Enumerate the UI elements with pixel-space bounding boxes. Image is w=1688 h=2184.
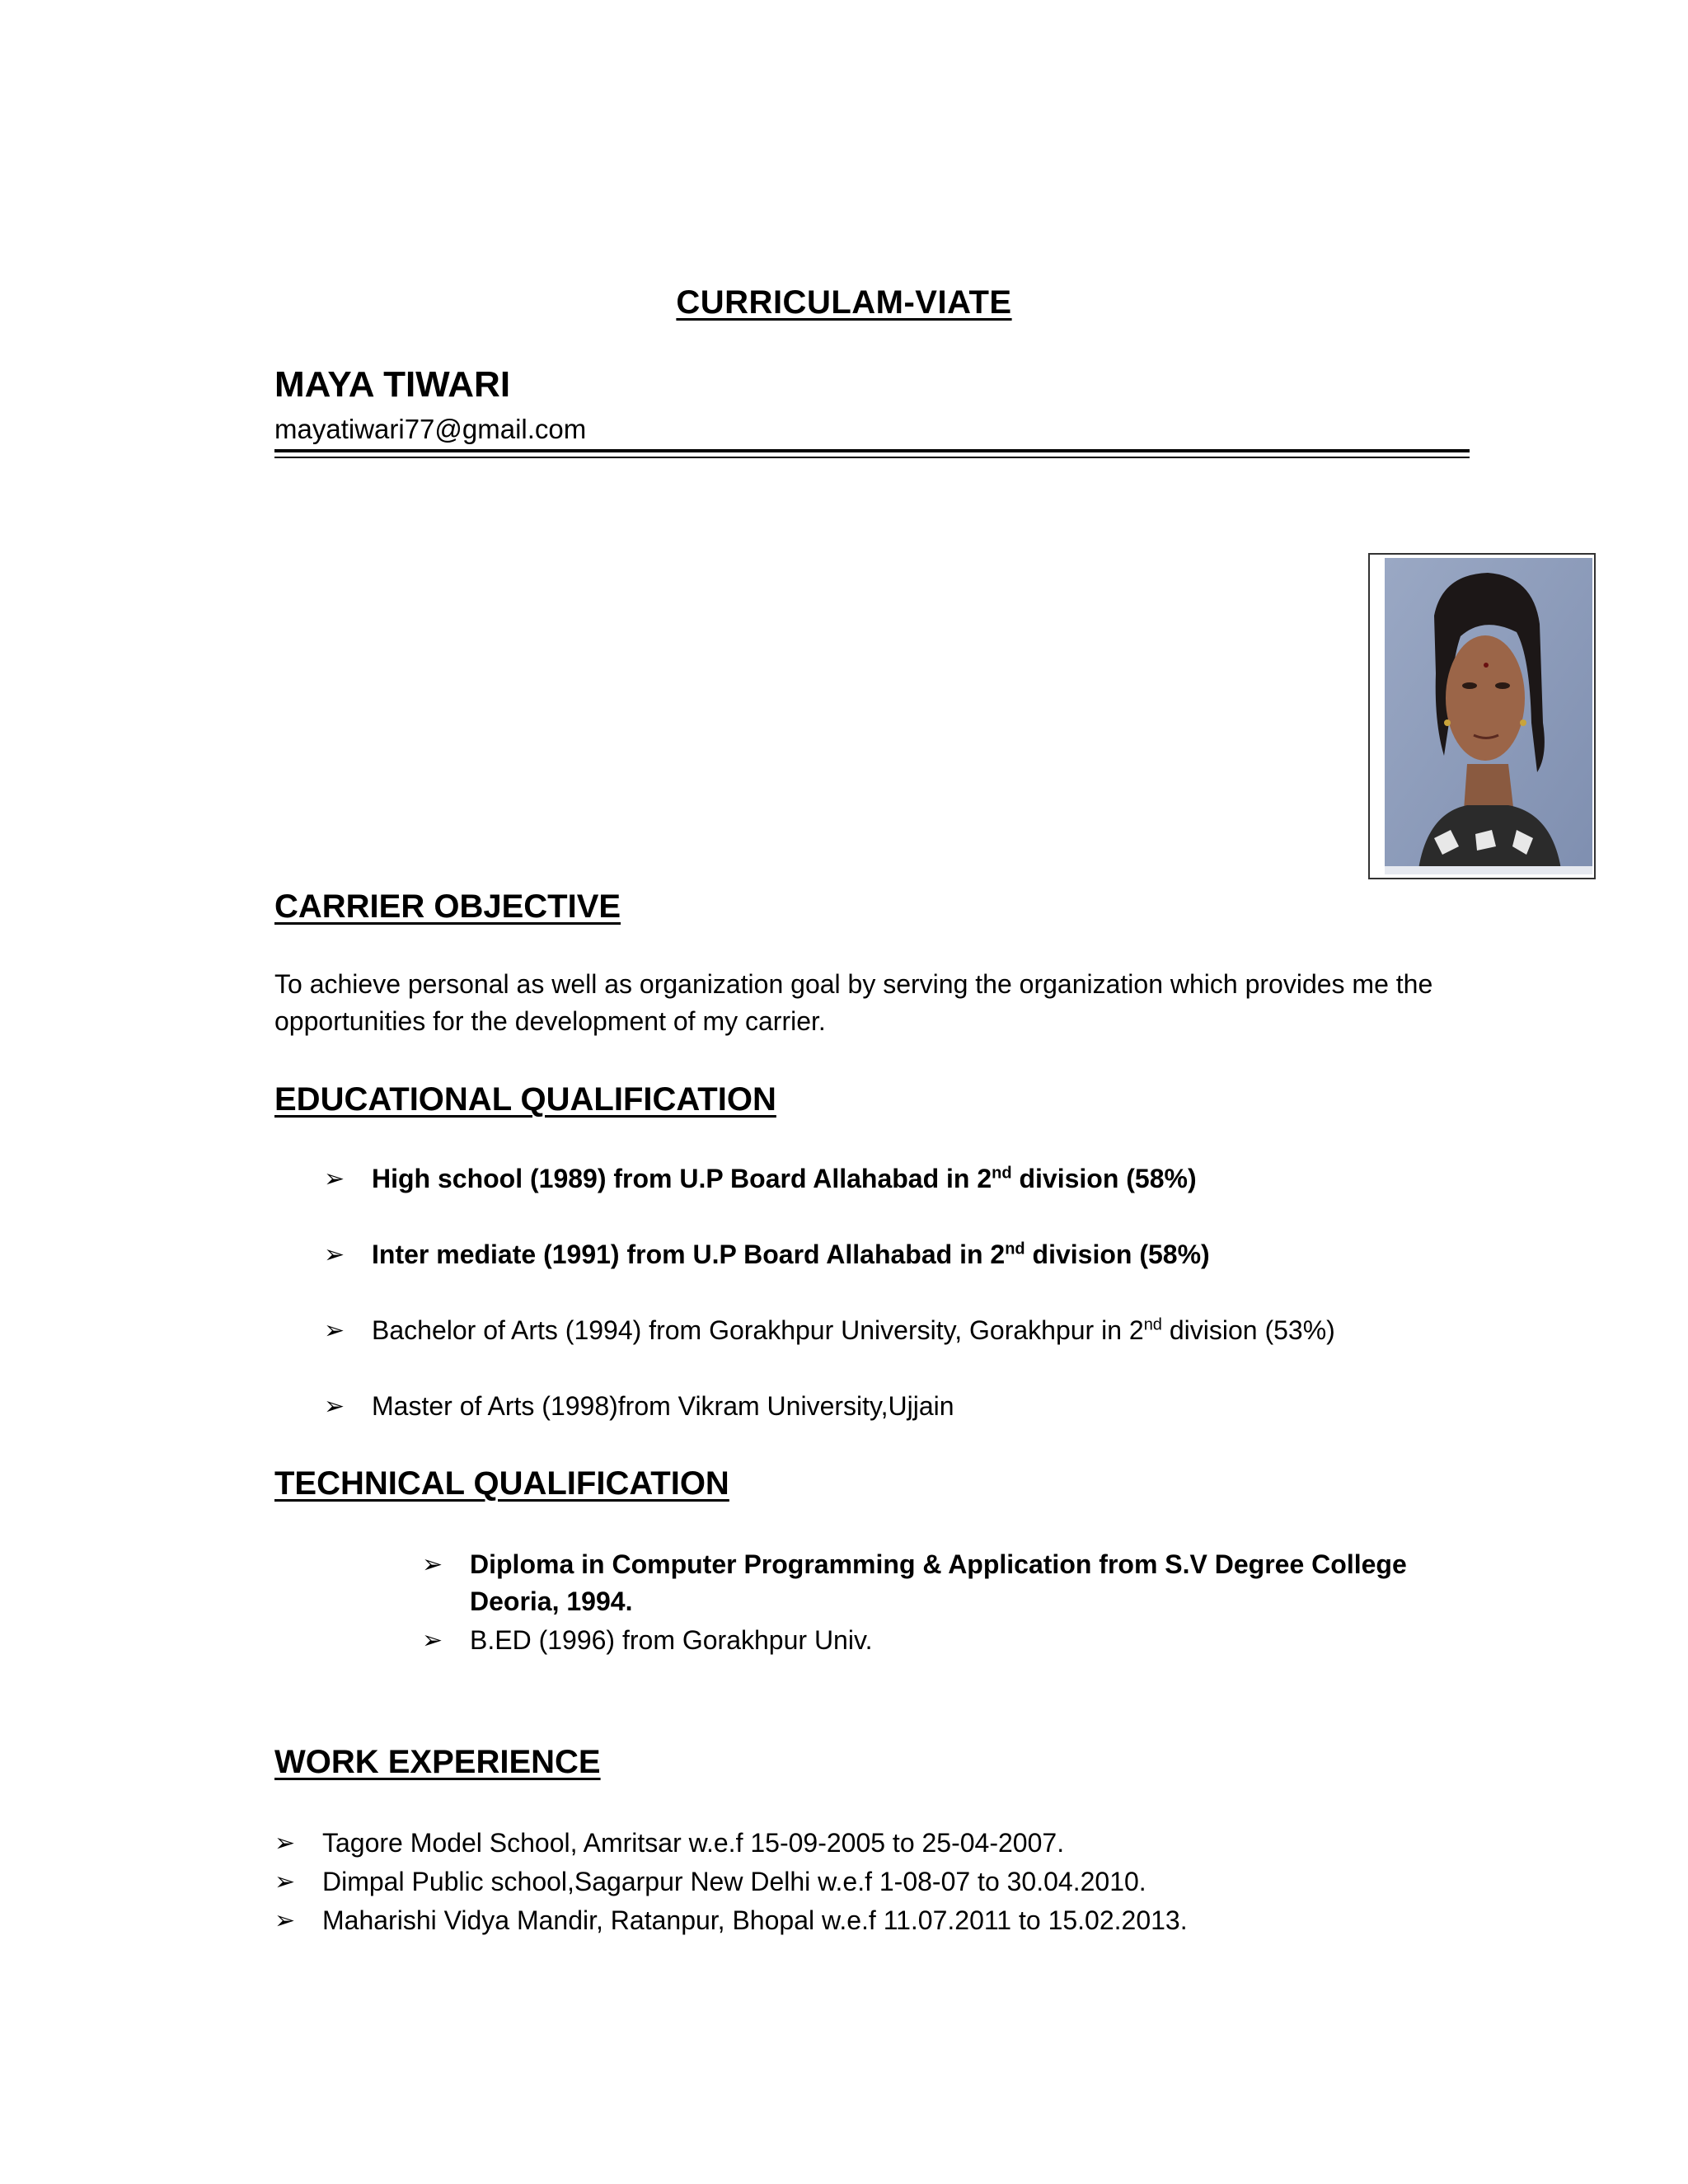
header-divider-thick bbox=[274, 449, 1470, 452]
objective-text: To achieve personal as well as organization goal by serving the organization which provides me the opportunities for the development of my carrier. bbox=[274, 969, 1433, 1036]
arrowhead-bullet-icon: ➢ bbox=[274, 1907, 296, 1934]
arrowhead-bullet-icon: ➢ bbox=[324, 1317, 345, 1344]
education-item-detail: division (58%) bbox=[1011, 1164, 1197, 1193]
education-item-text: Master of Arts (1998)from Vikram University,Ujjain bbox=[372, 1391, 954, 1421]
education-item-detail: division (53%) bbox=[1161, 1315, 1335, 1345]
technical-item-text: B.ED (1996) from Gorakhpur Univ. bbox=[470, 1625, 873, 1655]
work-item-text: Tagore Model School, Amritsar w.e.f 15-09-2005 to 25-04-2007. bbox=[322, 1828, 1065, 1858]
arrowhead-bullet-icon: ➢ bbox=[274, 1868, 296, 1896]
technical-item-text: Diploma in Computer Programming & Application from S.V Degree College Deoria, 1994. bbox=[470, 1549, 1407, 1616]
candidate-name: MAYA TIWARI bbox=[274, 364, 511, 405]
objective-heading: CARRIER OBJECTIVE bbox=[274, 888, 621, 925]
candidate-email: mayatiwari77@gmail.com bbox=[274, 414, 587, 444]
education-item-text: Bachelor of Arts (1994) from Gorakhpur University, Gorakhpur in 2 bbox=[372, 1315, 1144, 1345]
ordinal-suffix: nd bbox=[1143, 1315, 1162, 1334]
document-title: CURRICULAM-VIATE bbox=[676, 284, 1012, 321]
ordinal-suffix: nd bbox=[992, 1164, 1012, 1183]
arrowhead-bullet-icon: ➢ bbox=[324, 1241, 345, 1268]
technical-item bbox=[422, 1546, 1411, 1620]
arrowhead-bullet-icon: ➢ bbox=[422, 1627, 443, 1654]
education-item-detail: division (58%) bbox=[1025, 1240, 1210, 1269]
arrowhead-bullet-icon: ➢ bbox=[324, 1165, 345, 1193]
profile-photo bbox=[1368, 553, 1596, 879]
technical-heading: TECHNICAL QUALIFICATION bbox=[274, 1465, 729, 1502]
arrowhead-bullet-icon: ➢ bbox=[422, 1551, 443, 1578]
work-heading: WORK EXPERIENCE bbox=[274, 1744, 601, 1780]
education-item-text: High school (1989) from U.P Board Allahabad in 2 bbox=[372, 1164, 992, 1193]
work-item-text: Maharishi Vidya Mandir, Ratanpur, Bhopal w.e.f 11.07.2011 to 15.02.2013. bbox=[322, 1905, 1188, 1935]
work-item-text: Dimpal Public school,Sagarpur New Delhi w.e.f 1-08-07 to 30.04.2010. bbox=[322, 1867, 1146, 1896]
header-divider-thin bbox=[274, 457, 1470, 458]
arrowhead-bullet-icon: ➢ bbox=[324, 1393, 345, 1420]
education-heading: EDUCATIONAL QUALIFICATION bbox=[274, 1081, 776, 1118]
profile-photo-image bbox=[1385, 558, 1592, 874]
arrowhead-bullet-icon: ➢ bbox=[274, 1830, 296, 1857]
ordinal-suffix: nd bbox=[1005, 1240, 1025, 1258]
education-item-text: Inter mediate (1991) from U.P Board Allahabad in 2 bbox=[372, 1240, 1006, 1269]
